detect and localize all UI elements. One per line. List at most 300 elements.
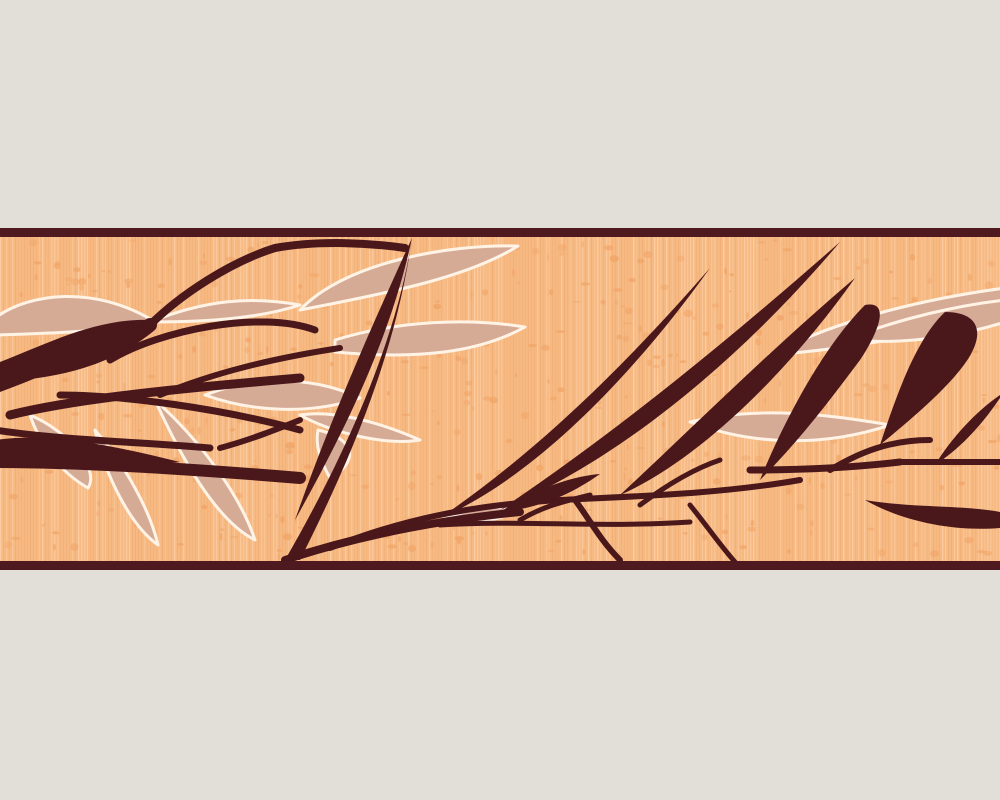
speckle-dot (959, 481, 966, 485)
speckle-dot (220, 533, 223, 540)
stripe-line (771, 237, 772, 561)
speckle-dot (403, 542, 409, 546)
speckle-dot (930, 550, 939, 557)
speckle-dot (601, 300, 606, 305)
speckle-dot (270, 495, 274, 498)
speckle-dot (184, 418, 190, 424)
stripe-line (12, 237, 13, 561)
stripe-line (573, 237, 574, 561)
speckle-dot (985, 281, 993, 289)
speckle-dot (653, 355, 661, 359)
speckle-dot (741, 455, 751, 461)
speckle-dot (257, 352, 263, 356)
band-top-edge (0, 228, 1000, 237)
speckle-dot (935, 447, 942, 451)
stripe-line (648, 237, 649, 561)
stripe-line (621, 237, 622, 561)
speckle-dot (820, 483, 825, 489)
speckle-dot (787, 302, 791, 305)
speckle-dot (532, 248, 539, 255)
speckle-dot (138, 404, 146, 408)
stripe-line (840, 237, 841, 561)
speckle-dot (661, 359, 665, 367)
speckle-dot (79, 285, 84, 290)
speckle-dot (261, 241, 268, 244)
speckle-dot (244, 347, 250, 353)
speckle-dot (796, 504, 804, 510)
speckle-dot (675, 353, 678, 357)
speckle-dot (610, 255, 619, 262)
stripe-line (66, 237, 67, 561)
speckle-dot (229, 428, 235, 432)
speckle-dot (489, 397, 498, 403)
speckle-dot (34, 261, 42, 264)
speckle-dot (679, 360, 687, 363)
speckle-dot (713, 478, 721, 484)
speckle-dot (285, 442, 295, 449)
speckle-dot (148, 375, 156, 379)
stripe-line (576, 237, 577, 561)
stripe-line (615, 237, 616, 561)
speckle-dot (197, 427, 200, 435)
speckle-dot (215, 329, 218, 332)
speckle-dot (318, 342, 324, 344)
speckle-dot (625, 395, 628, 398)
speckle-dot (910, 254, 915, 261)
speckle-dot (268, 514, 271, 517)
stripe-line (207, 237, 208, 561)
speckle-dot (199, 260, 207, 265)
stripe-line (24, 237, 25, 561)
speckle-dot (729, 290, 731, 292)
speckle-dot (157, 284, 165, 289)
stripe-line (867, 237, 868, 561)
speckle-dot (625, 308, 633, 315)
speckle-dot (810, 530, 813, 536)
stripe-line (603, 237, 604, 561)
speckle-dot (773, 239, 777, 241)
stripe-line (780, 237, 781, 561)
speckle-dot (739, 545, 747, 549)
stripe-line (21, 237, 22, 561)
speckle-dot (177, 543, 184, 546)
stripe-line (27, 237, 28, 561)
stripe-line (435, 237, 436, 561)
speckle-dot (45, 470, 54, 474)
speckle-dot (702, 332, 709, 336)
speckle-dot (96, 511, 99, 517)
speckle-dot (411, 470, 416, 475)
speckle-dot (254, 460, 257, 462)
speckle-dot (549, 289, 554, 295)
speckle-dot (627, 444, 629, 450)
stripe-line (42, 237, 43, 561)
speckle-dot (636, 447, 645, 449)
border-band (0, 228, 1000, 570)
stripe-line (165, 237, 166, 561)
speckle-dot (349, 474, 357, 476)
stripe-line (789, 237, 790, 561)
stripe-line (54, 237, 55, 561)
speckle-dot (885, 480, 893, 483)
speckle-dot (362, 485, 369, 490)
stripe-line (36, 237, 37, 561)
speckle-dot (275, 514, 278, 518)
speckle-dot (660, 284, 668, 290)
speckle-dot (433, 304, 441, 310)
stripe-line (783, 237, 784, 561)
speckle-dot (844, 494, 852, 496)
speckle-dot (470, 292, 472, 299)
speckle-dot (647, 360, 652, 367)
speckle-dot (53, 544, 56, 550)
speckle-dot (203, 252, 205, 258)
stripe-line (210, 237, 211, 561)
speckle-dot (624, 473, 626, 481)
stripe-line (186, 237, 187, 561)
stripe-line (567, 237, 568, 561)
speckle-dot (464, 391, 472, 397)
speckle-dot (109, 508, 115, 512)
speckle-dot (755, 338, 760, 346)
band-bottom-edge (0, 561, 1000, 570)
speckle-dot (973, 350, 979, 353)
speckle-dot (401, 414, 410, 416)
speckle-dot (747, 527, 756, 532)
stripe-line (45, 237, 46, 561)
stripe-line (888, 237, 889, 561)
stripe-line (558, 237, 559, 561)
stripe-line (852, 237, 853, 561)
speckle-dot (387, 544, 397, 548)
speckle-dot (96, 381, 100, 384)
speckle-dot (482, 289, 488, 295)
stripe-line (876, 237, 877, 561)
speckle-dot (988, 440, 998, 443)
speckle-dot (457, 485, 460, 492)
speckle-dot (528, 344, 537, 347)
speckle-dot (878, 549, 886, 557)
speckle-dot (437, 475, 442, 479)
stripe-line (525, 237, 526, 561)
stripe-line (759, 237, 760, 561)
speckle-dot (854, 393, 862, 396)
stripe-line (570, 237, 571, 561)
speckle-dot (613, 288, 622, 292)
speckle-dot (806, 313, 808, 320)
speckle-dot (304, 465, 312, 470)
speckle-dot (862, 383, 870, 386)
speckle-dot (454, 429, 461, 435)
speckle-dot (547, 254, 549, 261)
stripe-line (51, 237, 52, 561)
stripe-line (63, 237, 64, 561)
stripe-line (873, 237, 874, 561)
stripe-line (687, 237, 688, 561)
stripe-line (861, 237, 862, 561)
stripe-line (843, 237, 844, 561)
speckle-dot (98, 501, 101, 506)
speckle-dot (783, 279, 786, 285)
stripe-line (426, 237, 427, 561)
stripe-line (612, 237, 613, 561)
speckle-dot (983, 551, 992, 556)
speckle-dot (809, 477, 811, 485)
speckle-dot (199, 332, 207, 336)
stripe-line (564, 237, 565, 561)
speckle-dot (178, 354, 182, 359)
speckle-dot (129, 239, 138, 241)
speckle-dot (988, 261, 995, 267)
speckle-dot (387, 391, 390, 396)
stripe-line (882, 237, 883, 561)
stripe-line (642, 237, 643, 561)
stripe-line (858, 237, 859, 561)
speckle-dot (521, 412, 530, 419)
speckle-dot (226, 257, 235, 262)
stripe-line (681, 237, 682, 561)
speckle-dot (704, 451, 709, 457)
stripe-line (834, 237, 835, 561)
stripe-line (48, 237, 49, 561)
speckle-dot (691, 459, 694, 462)
stripe-line (855, 237, 856, 561)
speckle-dot (746, 312, 749, 320)
speckle-dot (291, 347, 297, 351)
stripe-line (885, 237, 886, 561)
speckle-dot (62, 377, 69, 382)
stripe-line (618, 237, 619, 561)
stripe-line (60, 237, 61, 561)
speckle-dot (867, 528, 874, 531)
speckle-dot (283, 533, 292, 540)
speckle-dot (223, 365, 229, 369)
speckle-dot (71, 412, 79, 416)
stripe-line (651, 237, 652, 561)
speckle-dot (266, 346, 268, 354)
speckle-dot (463, 400, 470, 406)
stripe-line (690, 237, 691, 561)
speckle-dot (431, 542, 434, 549)
speckle-dot (124, 279, 133, 284)
speckle-dot (583, 549, 586, 555)
speckle-dot (201, 505, 207, 509)
speckle-dot (461, 357, 468, 365)
stripe-line (702, 237, 703, 561)
speckle-dot (166, 398, 173, 400)
speckle-dot (982, 398, 985, 403)
speckle-dot (555, 330, 565, 332)
speckle-dot (657, 517, 662, 519)
speckle-dot (559, 515, 562, 520)
speckle-dot (604, 245, 614, 250)
speckle-dot (518, 282, 520, 285)
stripe-line (183, 237, 184, 561)
speckle-dot (430, 483, 433, 485)
speckle-dot (813, 358, 818, 366)
speckle-dot (280, 516, 285, 523)
speckle-dot (219, 528, 224, 531)
speckle-dot (833, 277, 842, 280)
stripe-line (177, 237, 178, 561)
speckle-dot (557, 387, 564, 392)
speckle-dot (779, 380, 782, 387)
speckle-dot (88, 274, 91, 278)
stripe-line (0, 237, 1, 561)
speckle-dot (70, 543, 78, 551)
stripe-line (174, 237, 175, 561)
speckle-dot (581, 282, 590, 285)
speckle-dot (278, 553, 280, 560)
speckle-dot (729, 273, 734, 276)
speckle-dot (783, 248, 793, 252)
speckle-dot (764, 398, 766, 403)
stripe-line (777, 237, 778, 561)
stripe-line (6, 237, 7, 561)
stripe-line (432, 237, 433, 561)
stripe-line (645, 237, 646, 561)
stripe-line (624, 237, 625, 561)
speckle-dot (395, 498, 399, 501)
stripe-line (9, 237, 10, 561)
speckle-dot (205, 417, 208, 425)
stripe-line (18, 237, 19, 561)
speckle-dot (581, 241, 584, 248)
stripe-line (753, 237, 754, 561)
speckle-dot (547, 379, 550, 383)
speckle-dot (310, 273, 320, 278)
stripe-line (786, 237, 787, 561)
speckle-dot (298, 284, 302, 289)
speckle-dot (692, 316, 696, 321)
speckle-dot (856, 266, 861, 269)
speckle-dot (677, 255, 685, 261)
stripe-line (699, 237, 700, 561)
speckle-dot (4, 541, 12, 548)
speckle-dot (617, 335, 623, 340)
speckle-dot (286, 449, 293, 454)
stripe-line (423, 237, 424, 561)
stripe-line (189, 237, 190, 561)
speckle-dot (230, 536, 239, 539)
speckle-dot (408, 545, 416, 552)
stripe-line (870, 237, 871, 561)
speckle-dot (465, 381, 472, 386)
speckle-dot (787, 549, 792, 554)
stripe-line (714, 237, 715, 561)
speckle-dot (722, 530, 729, 535)
stripe-line (837, 237, 838, 561)
speckle-dot (891, 297, 899, 300)
speckle-dot (628, 278, 636, 282)
stripe-line (639, 237, 640, 561)
stripe-line (633, 237, 634, 561)
speckle-dot (192, 346, 197, 353)
stripe-line (768, 237, 769, 561)
speckle-dot (765, 258, 769, 260)
speckle-dot (573, 301, 581, 303)
stripe-line (711, 237, 712, 561)
speckle-dot (559, 251, 564, 256)
speckle-dot (452, 527, 455, 530)
speckle-dot (9, 494, 18, 499)
speckle-dot (624, 467, 627, 469)
speckle-dot (52, 531, 60, 534)
stripe-line (717, 237, 718, 561)
speckle-dot (623, 322, 633, 325)
stripe-line (864, 237, 865, 561)
speckle-dot (455, 356, 461, 362)
speckle-dot (35, 274, 38, 281)
speckle-dot (485, 532, 487, 536)
speckle-dot (868, 386, 878, 392)
speckle-dot (855, 477, 857, 481)
speckle-dot (927, 278, 932, 284)
speckle-dot (968, 274, 973, 281)
speckle-dot (758, 241, 765, 243)
stripe-line (762, 237, 763, 561)
speckle-dot (108, 270, 112, 273)
speckle-dot (615, 300, 618, 306)
stripe-line (630, 237, 631, 561)
speckle-dot (637, 259, 644, 264)
speckle-dot (73, 267, 80, 272)
speckle-dot (910, 450, 915, 453)
speckle-dot (620, 305, 625, 308)
stripe-line (705, 237, 706, 561)
stripe-line (3, 237, 4, 561)
speckle-dot (246, 337, 251, 343)
stripe-line (15, 237, 16, 561)
speckle-dot (506, 439, 513, 443)
speckle-dot (408, 482, 416, 490)
speckle-dot (193, 478, 196, 482)
speckle-dot (609, 460, 616, 462)
speckle-dot (716, 323, 723, 330)
speckle-dot (457, 538, 461, 544)
speckle-dot (471, 532, 475, 534)
speckle-dot (777, 315, 785, 321)
speckle-dot (182, 323, 185, 325)
speckle-dot (683, 310, 692, 317)
speckle-dot (981, 394, 987, 396)
speckle-dot (939, 485, 944, 491)
speckle-dot (751, 520, 755, 527)
speckle-dot (964, 537, 974, 544)
speckle-dot (724, 268, 727, 274)
stripe-line (39, 237, 40, 561)
speckle-dot (541, 345, 550, 351)
speckle-dot (33, 339, 39, 347)
speckle-dot (550, 397, 557, 401)
speckle-dot (682, 532, 687, 534)
speckle-dot (20, 292, 23, 297)
speckle-dot (810, 520, 813, 526)
stripe-line (180, 237, 181, 561)
speckle-dot (20, 476, 23, 483)
speckle-dot (366, 321, 373, 326)
speckle-dot (101, 270, 106, 272)
speckle-dot (595, 407, 603, 409)
stripe-line (57, 237, 58, 561)
speckle-dot (495, 369, 498, 375)
speckle-dot (668, 354, 673, 357)
branch-stem (440, 522, 690, 525)
speckle-dot (512, 269, 515, 277)
speckle-dot (42, 524, 46, 527)
stripe-line (543, 237, 544, 561)
speckle-dot (643, 251, 652, 258)
